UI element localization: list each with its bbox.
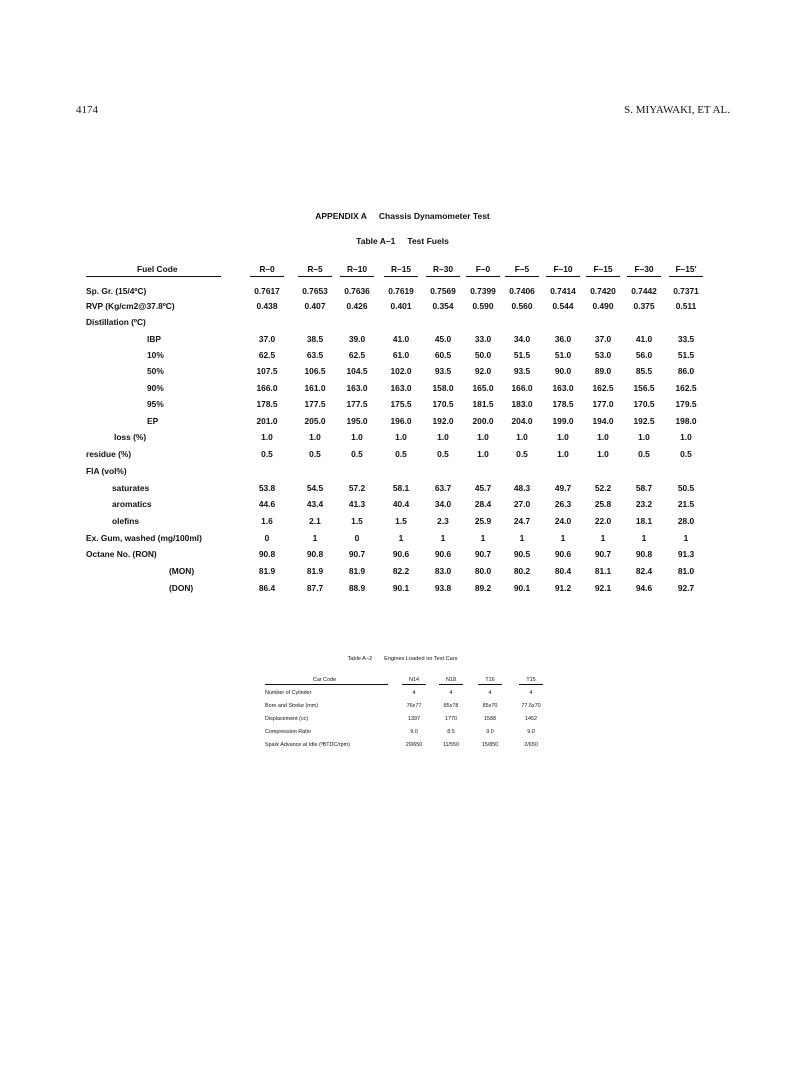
t1-cell: 1.0 (351, 432, 363, 442)
t1-cell: 170.5 (432, 399, 454, 409)
t2-row-label: Spark Advance at Idle (ºBTDC/rpm) (265, 742, 350, 748)
t1-cell: 0.560 (511, 301, 533, 311)
t1-cell: 1.0 (557, 432, 569, 442)
t2-cell: 11/550 (442, 742, 460, 748)
t1-cell: 175.5 (390, 399, 412, 409)
t1-cell: 102.0 (390, 366, 412, 376)
t1-cell: 1.0 (437, 432, 449, 442)
t1-row-label: residue (%) (86, 449, 132, 459)
t2-cell: 8.5 (447, 729, 455, 735)
t1-cell: 0.490 (592, 301, 614, 311)
t1-cell: 0.511 (675, 301, 697, 311)
t1-row-label: 50% (147, 366, 164, 376)
t1-cell: 58.1 (392, 483, 410, 493)
t2-cell: 9.0 (410, 729, 418, 735)
t1-cell: 200.0 (472, 416, 494, 426)
t1-cell: 196.0 (390, 416, 412, 426)
t1-row-label: Ex. Gum, washed (mg/100ml) (86, 533, 202, 543)
t1-cell: 41.0 (635, 334, 653, 344)
t1-cell: 25.8 (594, 499, 612, 509)
t1-row-label: (DON) (169, 583, 194, 593)
t1-cell: 1.0 (597, 432, 609, 442)
t1-cell: 177.0 (592, 399, 614, 409)
t1-cell: 0.5 (638, 449, 650, 459)
t1-cell: 89.0 (594, 366, 612, 376)
t2-column-header: T16 (485, 677, 495, 683)
t1-cell: 81.9 (348, 566, 366, 576)
t2-row-label: Number of Cylinder (265, 690, 312, 696)
t2-column-rule (402, 684, 426, 685)
t1-cell: 40.4 (392, 499, 410, 509)
t1-cell: 51.5 (677, 350, 695, 360)
t2-cell: 85x70 (482, 703, 498, 709)
table1-caption-label: Table A–1 (356, 236, 396, 246)
t1-cell: 34.0 (513, 334, 531, 344)
t1-cell: 198.0 (675, 416, 697, 426)
t1-cell: 34.0 (434, 499, 452, 509)
t1-column-header: R–30 (432, 264, 454, 274)
t1-cell: 81.9 (258, 566, 276, 576)
t1-cell: 156.5 (633, 383, 655, 393)
t1-cell: 24.0 (554, 516, 572, 526)
t1-cell: 1 (641, 533, 647, 543)
t1-cell: 106.5 (304, 366, 326, 376)
t1-cell: 0 (264, 533, 270, 543)
t1-column-header: R–5 (307, 264, 323, 274)
t1-cell: 163.0 (390, 383, 412, 393)
t1-cell: 58.7 (635, 483, 653, 493)
t1-cell: 94.6 (635, 583, 653, 593)
t1-column-header: R–0 (259, 264, 275, 274)
t1-cell: 1.0 (477, 432, 489, 442)
t1-cell: 90.8 (306, 549, 324, 559)
t1-cell: 82.4 (635, 566, 653, 576)
t1-cell: 0.5 (680, 449, 692, 459)
t1-cell: 192.5 (633, 416, 655, 426)
t2-cell: 4 (449, 690, 453, 696)
t1-cell: 81.9 (306, 566, 324, 576)
t1-cell: 60.5 (434, 350, 452, 360)
t1-cell: 91.2 (554, 583, 572, 593)
t1-cell: 163.0 (552, 383, 574, 393)
t1-row-label: Octane No. (RON) (86, 549, 157, 559)
t1-cell: 107.5 (256, 366, 278, 376)
t1-cell: 0.7406 (509, 286, 535, 296)
t1-cell: 0.7569 (430, 286, 456, 296)
t1-cell: 90.7 (594, 549, 612, 559)
t1-cell: 90.8 (258, 549, 276, 559)
t1-row-label: (MON) (169, 566, 195, 576)
t1-cell: 0.7371 (673, 286, 699, 296)
t1-cell: 1 (398, 533, 404, 543)
t1-cell: 49.7 (554, 483, 572, 493)
t1-cell: 18.1 (635, 516, 653, 526)
t1-cell: 1 (440, 533, 446, 543)
t2-row-label: Bore and Stroke (mm) (265, 703, 319, 709)
t1-cell: 165.0 (472, 383, 494, 393)
t1-cell: 181.5 (472, 399, 494, 409)
t1-column-header: F–5 (514, 264, 530, 274)
t1-column-header: F–10 (553, 264, 573, 274)
t1-cell: 0.5 (516, 449, 528, 459)
table2-caption-title: Engines Loaded on Test Cars (384, 656, 458, 662)
t1-cell: 0.407 (304, 301, 326, 311)
t1-cell: 1.5 (351, 516, 363, 526)
t2-row-label: Displacement (cc) (265, 716, 309, 722)
t1-cell: 162.5 (675, 383, 697, 393)
t1-row-label: Sp. Gr. (15/4ºC) (86, 286, 147, 296)
t1-cell: 90.6 (434, 549, 452, 559)
t1-cell: 0.7442 (631, 286, 657, 296)
t1-cell: 0.5 (395, 449, 407, 459)
t2-column-rule (439, 684, 463, 685)
t1-cell: 0.544 (552, 301, 574, 311)
t1-cell: 41.3 (348, 499, 366, 509)
t1-cell: 1 (683, 533, 689, 543)
t1-cell: 158.0 (432, 383, 454, 393)
t1-cell: 90.7 (348, 549, 366, 559)
t1-cell: 93.8 (434, 583, 452, 593)
t1-cell: 163.0 (346, 383, 368, 393)
t1-cell: 2.1 (309, 516, 321, 526)
t1-cell: 57.2 (348, 483, 366, 493)
t1-cell: 0.590 (472, 301, 494, 311)
t2-car-code-header: Car Code (313, 677, 337, 683)
t2-cell: 9.0 (486, 729, 494, 735)
t1-cell: 1 (600, 533, 606, 543)
t1-cell: 81.1 (594, 566, 612, 576)
t1-cell: 161.0 (304, 383, 326, 393)
t1-cell: 52.2 (594, 483, 612, 493)
t1-cell: 53.8 (258, 483, 276, 493)
t1-cell: 179.5 (675, 399, 697, 409)
t2-column-header: N18 (446, 677, 456, 683)
t1-cell: 45.0 (434, 334, 452, 344)
t1-cell: 1 (519, 533, 525, 543)
t2-cell: 1452 (525, 716, 537, 722)
t1-cell: 39.0 (348, 334, 366, 344)
t1-cell: 199.0 (552, 416, 574, 426)
t1-cell: 41.0 (392, 334, 410, 344)
t1-cell: 27.0 (513, 499, 531, 509)
t1-cell: 0.5 (309, 449, 321, 459)
t1-row-label: 10% (147, 350, 164, 360)
t2-row-label: Compression Ratio (265, 729, 311, 735)
t2-column-rule (519, 684, 543, 685)
t1-cell: 0.7420 (590, 286, 616, 296)
t2-cell: 1397 (408, 716, 420, 722)
t1-cell: 0.401 (390, 301, 412, 311)
t1-cell: 87.7 (306, 583, 324, 593)
t1-cell: 51.0 (554, 350, 572, 360)
t1-row-label: aromatics (112, 499, 152, 509)
t1-cell: 0.5 (437, 449, 449, 459)
t2-cell: 76x77 (406, 703, 422, 709)
t1-cell: 166.0 (511, 383, 533, 393)
t1-cell: 0.7653 (302, 286, 328, 296)
t1-cell: 0.7619 (388, 286, 414, 296)
t1-cell: 0.438 (256, 301, 278, 311)
t1-row-label: saturates (112, 483, 150, 493)
t1-cell: 1.6 (261, 516, 273, 526)
t1-cell: 61.0 (392, 350, 410, 360)
t1-cell: 25.9 (474, 516, 492, 526)
t1-cell: 162.5 (592, 383, 614, 393)
t1-cell: 85.5 (635, 366, 653, 376)
t1-cell: 0.7636 (344, 286, 370, 296)
t2-column-header: N14 (409, 677, 419, 683)
t1-cell: 177.5 (304, 399, 326, 409)
t1-column-header: F–0 (475, 264, 491, 274)
t1-cell: 1.0 (309, 432, 321, 442)
t1-cell: 90.1 (513, 583, 531, 593)
table2-caption-label: Table A–2 (347, 656, 373, 662)
t1-cell: 86.4 (258, 583, 276, 593)
t1-cell: 54.5 (306, 483, 324, 493)
t1-cell: 24.7 (513, 516, 531, 526)
t1-column-header: R–10 (346, 264, 368, 274)
t2-column-rule (478, 684, 502, 685)
running-head: S. MIYAWAKI, ET AL. (624, 104, 730, 116)
t2-cell: 85x78 (443, 703, 459, 709)
t1-cell: 104.5 (346, 366, 368, 376)
t1-cell: 170.5 (633, 399, 655, 409)
t2-cell: 4 (529, 690, 533, 696)
t1-cell: 86.0 (677, 366, 695, 376)
page-number: 4174 (76, 104, 98, 116)
t1-cell: 50.5 (677, 483, 695, 493)
t1-cell: 90.6 (392, 549, 410, 559)
t1-cell: 92.7 (677, 583, 695, 593)
t1-row-label: EP (147, 416, 159, 426)
t1-cell: 0.5 (351, 449, 363, 459)
t1-column-header: F–15 (593, 264, 613, 274)
t1-cell: 90.7 (474, 549, 492, 559)
t1-cell: 205.0 (304, 416, 326, 426)
t1-cell: 56.0 (635, 350, 653, 360)
t1-column-header: F–30 (634, 264, 654, 274)
t2-cell: 9.0 (527, 729, 535, 735)
t1-cell: 1.0 (477, 449, 489, 459)
t1-column-header: F–15′ (675, 264, 697, 274)
t1-cell: 93.5 (513, 366, 531, 376)
t1-cell: 0.426 (346, 301, 368, 311)
t1-cell: 0.7414 (550, 286, 576, 296)
t1-cell: 1.0 (638, 432, 650, 442)
t1-cell: 1.0 (261, 432, 273, 442)
t1-cell: 63.7 (434, 483, 452, 493)
t1-cell: 1 (312, 533, 318, 543)
t1-cell: 92.0 (474, 366, 492, 376)
t2-cell: 77.5x70 (521, 703, 541, 709)
t1-cell: 36.0 (554, 334, 572, 344)
t1-cell: 80.4 (554, 566, 572, 576)
t1-cell: 53.0 (594, 350, 612, 360)
t1-cell: 0.375 (633, 301, 655, 311)
t1-cell: 82.2 (392, 566, 410, 576)
t1-cell: 26.3 (554, 499, 572, 509)
t1-row-label: RVP (Kg/cm2@37.8ºC) (86, 301, 175, 311)
t1-cell: 0.7617 (254, 286, 280, 296)
t2-cell: 1770 (445, 716, 457, 722)
t1-cell: 81.0 (677, 566, 695, 576)
t1-cell: 89.2 (474, 583, 492, 593)
t1-cell: 44.6 (258, 499, 276, 509)
t1-row-label: loss (%) (114, 432, 147, 442)
t1-cell: 90.0 (554, 366, 572, 376)
t1-cell: 192.0 (432, 416, 454, 426)
t2-cell: 4 (412, 690, 416, 696)
t2-cell: 20/650 (405, 742, 423, 748)
t1-cell: 0 (354, 533, 360, 543)
t1-row-label: 90% (147, 383, 164, 393)
t1-cell: 37.0 (594, 334, 612, 344)
t1-cell: 0.7399 (470, 286, 496, 296)
t1-cell: 37.0 (258, 334, 276, 344)
t1-cell: 63.5 (306, 350, 324, 360)
t1-fuel-code-header: Fuel Code (137, 264, 178, 274)
t1-cell: 38.5 (306, 334, 324, 344)
t1-cell: 194.0 (592, 416, 614, 426)
t1-row-label: olefins (112, 516, 139, 526)
t1-cell: 178.5 (256, 399, 278, 409)
t1-row-label: IBP (147, 334, 161, 344)
t1-cell: 177.5 (346, 399, 368, 409)
t1-cell: 1.0 (557, 449, 569, 459)
t1-cell: 23.2 (635, 499, 653, 509)
t1-cell: 21.5 (677, 499, 695, 509)
t1-cell: 48.3 (513, 483, 531, 493)
t2-cell: 4 (488, 690, 492, 696)
t1-cell: 62.5 (258, 350, 276, 360)
t1-cell: 88.9 (348, 583, 366, 593)
t1-cell: 80.0 (474, 566, 492, 576)
t1-column-header: R–15 (390, 264, 412, 274)
t1-cell: 83.0 (434, 566, 452, 576)
t1-cell: 92.1 (594, 583, 612, 593)
t1-cell: 195.0 (346, 416, 368, 426)
t1-cell: 90.1 (392, 583, 410, 593)
t1-cell: 1.0 (680, 432, 692, 442)
t1-cell: 1 (480, 533, 486, 543)
t1-cell: 201.0 (256, 416, 278, 426)
t1-row-label: 95% (147, 399, 164, 409)
t1-cell: 62.5 (348, 350, 366, 360)
t1-row-label: FIA (vol%) (86, 466, 127, 476)
t2-cell: 2/650 (524, 742, 538, 748)
t1-cell: 43.4 (306, 499, 324, 509)
appendix-label: APPENDIX A (315, 211, 367, 221)
t1-row-label: Distillation (ºC) (86, 317, 146, 327)
t1-cell: 2.3 (437, 516, 449, 526)
t1-cell: 1.0 (516, 432, 528, 442)
t1-cell: 90.6 (554, 549, 572, 559)
t1-cell: 1 (560, 533, 566, 543)
appendix-subtitle: Chassis Dynamometer Test (378, 211, 490, 221)
t2-column-header: T15 (526, 677, 536, 683)
t1-cell: 50.0 (474, 350, 492, 360)
t2-cell: 1588 (484, 716, 496, 722)
t1-cell: 90.8 (635, 549, 653, 559)
t1-cell: 22.0 (594, 516, 612, 526)
t1-cell: 183.0 (511, 399, 533, 409)
t1-cell: 178.5 (552, 399, 574, 409)
t1-cell: 91.3 (677, 549, 695, 559)
t1-cell: 28.4 (474, 499, 492, 509)
t2-header-rule (265, 684, 388, 685)
t1-cell: 93.5 (434, 366, 452, 376)
t1-cell: 33.5 (677, 334, 695, 344)
t1-cell: 51.5 (513, 350, 531, 360)
t1-cell: 1.5 (395, 516, 407, 526)
t1-cell: 33.0 (474, 334, 492, 344)
t1-cell: 90.5 (513, 549, 531, 559)
t1-cell: 1.0 (395, 432, 407, 442)
t1-cell: 166.0 (256, 383, 278, 393)
t1-cell: 45.7 (474, 483, 492, 493)
t1-cell: 0.354 (432, 301, 454, 311)
t1-cell: 28.0 (677, 516, 695, 526)
t2-cell: 15/850 (481, 742, 499, 748)
t1-cell: 1.0 (597, 449, 609, 459)
t1-cell: 0.5 (261, 449, 273, 459)
t1-cell: 204.0 (511, 416, 533, 426)
t1-cell: 80.2 (513, 566, 531, 576)
table1-caption-title: Test Fuels (407, 236, 449, 246)
